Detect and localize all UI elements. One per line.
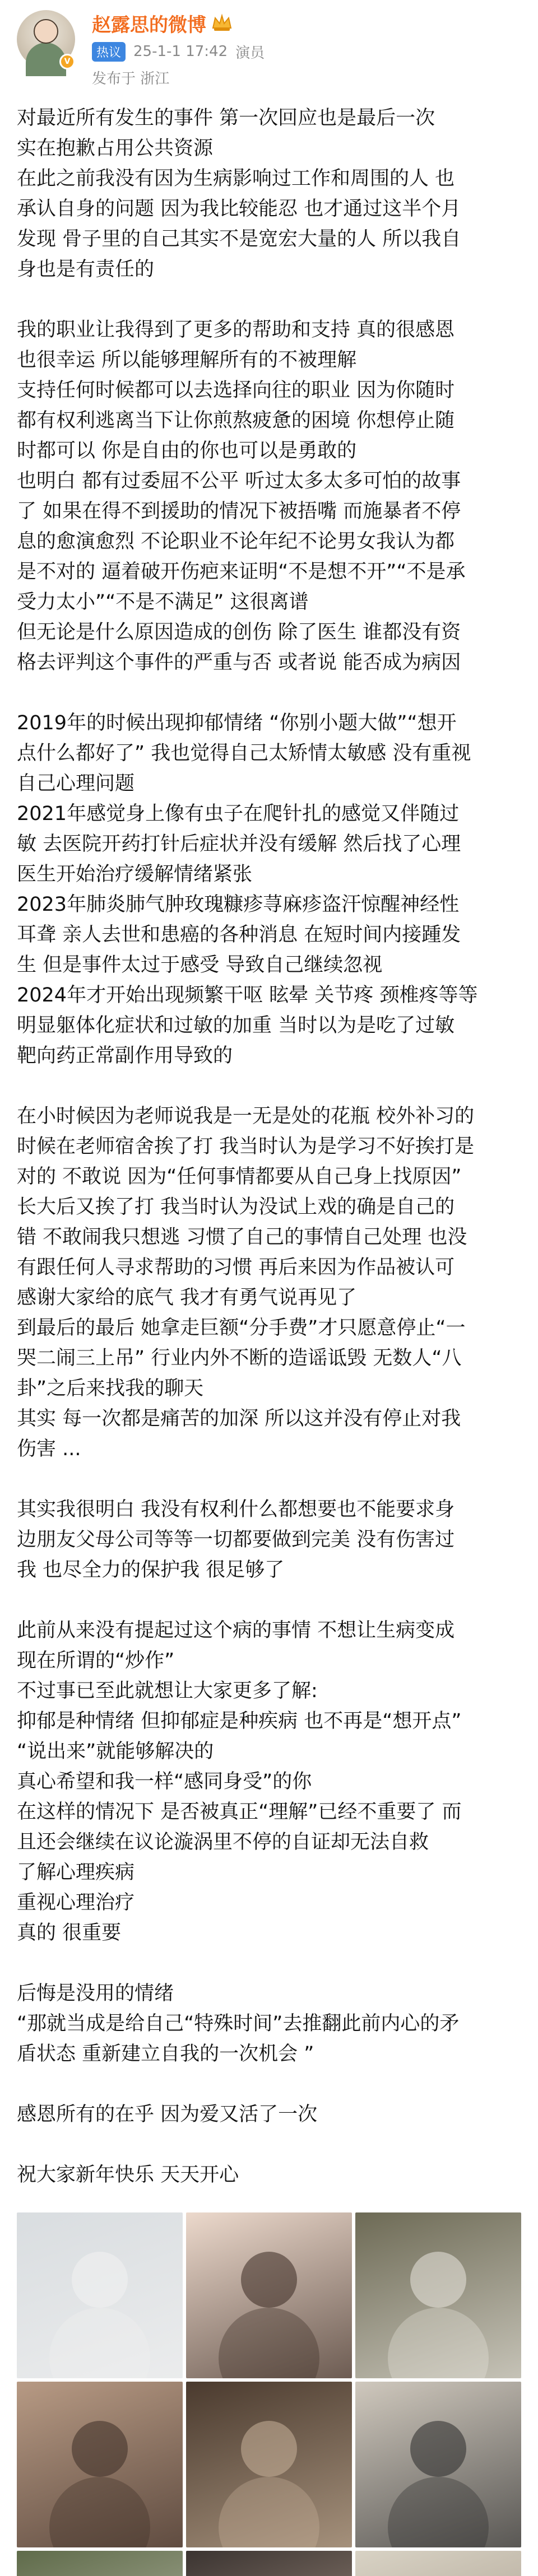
post-text-line: 感恩所有的在乎 因为爱又活了一次 xyxy=(17,2103,318,2126)
photo-woman-with-dog[interactable] xyxy=(17,2382,183,2547)
photo-subject xyxy=(72,2252,128,2308)
post-paragraph xyxy=(17,2160,527,2190)
photo-subject-body xyxy=(388,2477,489,2547)
post-text-line: 身也是有责任的 xyxy=(17,258,155,281)
post-text-line: 感谢大家给的底气 我才有勇气说再见了 xyxy=(17,1287,357,1309)
post-text-line: 也很幸运 所以能够理解所有的不被理解 xyxy=(17,349,357,371)
photo-woman-flowers[interactable] xyxy=(17,2551,183,2576)
post-text-line: “那就当成是给自己“特殊时间”去推翻此前内心的矛 xyxy=(17,2013,460,2035)
post-text-line: 其实 每一次都是痛苦的加深 所以这并没有停止对我 xyxy=(17,1408,461,1430)
paragraph-gap xyxy=(17,1464,527,1494)
avatar[interactable] xyxy=(17,10,75,68)
post-text-line: 对的 不敢说 因为“任何事情都要从自己身上找原因” xyxy=(17,1166,462,1188)
post-text-line: 了 如果在得不到援助的情况下被捂嘴 而施暴者不停 xyxy=(17,500,461,523)
post-text-line: 耳聋 亲人去世和患癌的各种消息 在短时间内接踵发 xyxy=(17,924,461,946)
photo-women-cap-mirror[interactable] xyxy=(355,2382,521,2547)
post-text-line: 2021年感觉身上像有虫子在爬针扎的感觉又伴随过 xyxy=(17,803,460,825)
post-text-line: “说出来”就能够解决的 xyxy=(17,1740,214,1763)
photo-woman-portrait[interactable] xyxy=(186,2551,352,2576)
photo-woman-under-tree[interactable] xyxy=(355,2212,521,2378)
post-text-line: 现在所谓的“炒作” xyxy=(17,1650,175,1672)
post-text-line: 哭二闹三上吊” 行业内外不断的造谣诋毁 无数人“八 xyxy=(17,1347,462,1369)
paragraph-gap xyxy=(17,678,527,708)
post-text-line: 时候在老师宿舍挨了打 我当时认为是学习不好挨打是 xyxy=(17,1135,475,1158)
post-text-line: 但无论是什么原因造成的创伤 除了医生 谁都没有资 xyxy=(17,621,461,644)
post-text-line: 对最近所有发生的事件 第一次回应也是最后一次 xyxy=(17,107,435,129)
verified-badge-icon: V xyxy=(59,54,75,69)
post-text-line: 发现 骨子里的自己其实不是宽宏大量的人 所以我自 xyxy=(17,228,461,250)
post-paragraph xyxy=(17,708,527,1071)
post-text-line: 2019年的时候出现抑郁情绪 “你别小题大做”“想开 xyxy=(17,712,457,734)
paragraph-gap xyxy=(17,2130,527,2160)
post-paragraph xyxy=(17,103,527,285)
post-text-line: 真的 很重要 xyxy=(17,1922,122,1944)
post-text-line: 在这样的情况下 是否被真正“理解”已经不重要了 而 xyxy=(17,1801,462,1823)
post-text-line: 边朋友父母公司等等一切都要做到完美 没有伤害过 xyxy=(17,1529,455,1551)
post-text-line: 有跟任何人寻求帮助的习惯 再后来因为作品被认可 xyxy=(17,1256,455,1279)
post-text-line: 2023年肺炎肺气肿玫瑰糠疹荨麻疹盗汗惊醒神经性 xyxy=(17,893,460,916)
post-text-line: 其实我很明白 我没有权利什么都想要也不能要求身 xyxy=(17,1498,455,1521)
paragraph-gap xyxy=(17,285,527,315)
post-text-line: 2024年才开始出现频繁干呕 眩晕 关节疼 颈椎疼等等 xyxy=(17,984,478,1007)
post-text-line: 到最后的最后 她拿走巨额“分手费”才只愿意停止“一 xyxy=(17,1317,466,1339)
post-paragraph xyxy=(17,315,527,678)
post-text-line: 卦”之后来找我的聊天 xyxy=(17,1377,204,1400)
photo-subject-body xyxy=(388,2308,489,2378)
post-text-line: 靶向药正常副作用导致的 xyxy=(17,1045,233,1067)
post-text-line: 都有权利逃离当下让你煎熬疲惫的困境 你想停止随 xyxy=(17,409,455,432)
post-text-line: 生 但是事件太过于感受 导致自己继续忽视 xyxy=(17,954,383,976)
post-text-line: 自己心理问题 xyxy=(17,772,135,795)
photo-subject-body xyxy=(49,2477,150,2547)
meta-row xyxy=(92,40,265,63)
post-text-line: 伤害 ... xyxy=(17,1438,81,1460)
post-text-line: 了解心理疾病 xyxy=(17,1861,135,1884)
post-text-line: 祝大家新年快乐 天天开心 xyxy=(17,2164,239,2186)
post-text-line: 重视心理治疗 xyxy=(17,1892,135,1914)
photo-two-women-selfie[interactable] xyxy=(186,2212,352,2378)
photo-subject xyxy=(241,2421,297,2477)
post-text-line: 明显躯体化症状和过敏的加重 当时以为是吃了过敏 xyxy=(17,1014,455,1037)
post-text-line: 且还会继续在议论漩涡里不停的自证却无法自救 xyxy=(17,1831,429,1853)
post-text-line: 是不对的 逼着破开伤疤来证明“不是想不开”“不是承 xyxy=(17,561,466,583)
name-row xyxy=(92,10,233,36)
photo-subject xyxy=(241,2252,297,2308)
post-text-line: 承认自身的问题 因为我比较能忍 也才通过这半个月 xyxy=(17,198,461,220)
post-text-line: 我 也尽全力的保护我 很足够了 xyxy=(17,1559,285,1581)
post-text-line: 后悔是没用的情绪 xyxy=(17,1982,174,2005)
paragraph-gap xyxy=(17,1071,527,1101)
post-location: 发布于 浙江 xyxy=(92,70,170,87)
post-text-line: 我的职业让我得到了更多的帮助和支持 真的很感恩 xyxy=(17,319,455,341)
post-text-line: 真心希望和我一样“感同身受”的你 xyxy=(17,1771,312,1793)
post-text-line: 在小时候因为老师说我是一无是处的花瓶 校外补习的 xyxy=(17,1105,475,1128)
post-paragraph xyxy=(17,1494,527,1585)
photo-subject-body xyxy=(49,2308,150,2378)
photo-subject-body xyxy=(219,2308,319,2378)
username[interactable]: 赵露思的微博 xyxy=(92,13,206,36)
post-text-line: 盾状态 重新建立自我的一次机会 ” xyxy=(17,2043,314,2065)
paragraph-gap xyxy=(17,2069,527,2099)
post-text-line: 息的愈演愈烈 不论职业不论年纪不论男女我认为都 xyxy=(17,530,455,553)
post-paragraph xyxy=(17,1615,527,1948)
post-text-line: 时都可以 你是自由的你也可以是勇敢的 xyxy=(17,440,357,462)
post-text-line: 受力太小”“不是不满足” 这很离谱 xyxy=(17,591,309,613)
location-row xyxy=(92,67,169,87)
post-paragraph xyxy=(17,1101,527,1464)
photo-document-table[interactable] xyxy=(355,2551,521,2576)
post-text-line: 此前从来没有提起过这个病的事情 不想让生病变成 xyxy=(17,1619,455,1642)
post-text-line: 不过事已至此就想让大家更多了解: xyxy=(17,1680,318,1702)
post-text-line: 长大后又挨了打 我当时认为没试上戏的确是自己的 xyxy=(17,1196,455,1218)
post-text-line: 格去评判这个事件的严重与否 或者说 能否成为病因 xyxy=(17,651,461,674)
vip-crown-icon xyxy=(211,13,233,32)
post-paragraph xyxy=(17,1978,527,2069)
post-text-line: 错 不敢闹我只想逃 习惯了自己的事情自己处理 也没 xyxy=(17,1226,467,1249)
post-header xyxy=(17,8,521,92)
post-text-line: 敏 去医院开药打针后症状并没有缓解 然后找了心理 xyxy=(17,833,461,855)
post-timestamp: 25-1-1 17:42 xyxy=(133,43,228,60)
post-text-line: 实在抱歉占用公共资源 xyxy=(17,137,214,160)
post-text-line: 在此之前我没有因为生病影响过工作和周围的人 也 xyxy=(17,167,455,190)
post-text-line: 支持任何时候都可以去选择向往的职业 因为你随时 xyxy=(17,379,455,402)
post-text-line: 也明白 都有过委屈不公平 听过太多太多可怕的故事 xyxy=(17,470,461,492)
photo-subject-body xyxy=(219,2477,319,2547)
photo-subject xyxy=(410,2252,466,2308)
photo-group-dinner[interactable] xyxy=(186,2382,352,2547)
post-text-line: 医生开始治疗缓解情绪紧张 xyxy=(17,863,253,886)
hot-badge: 热议 xyxy=(92,42,126,62)
photo-hospital-bed[interactable] xyxy=(17,2212,183,2378)
photo-subject xyxy=(410,2421,466,2477)
post-paragraph xyxy=(17,2099,527,2130)
post-source: 演员 xyxy=(235,44,265,62)
paragraph-gap xyxy=(17,1585,527,1615)
photo-subject xyxy=(72,2421,128,2477)
post-text-line: 点什么都好了” 我也觉得自己太矫情太敏感 没有重视 xyxy=(17,742,471,765)
post-body xyxy=(17,103,527,2190)
paragraph-gap xyxy=(17,1948,527,1978)
post-text-line: 抑郁是种情绪 但抑郁症是种疾病 也不再是“想开点” xyxy=(17,1710,462,1732)
